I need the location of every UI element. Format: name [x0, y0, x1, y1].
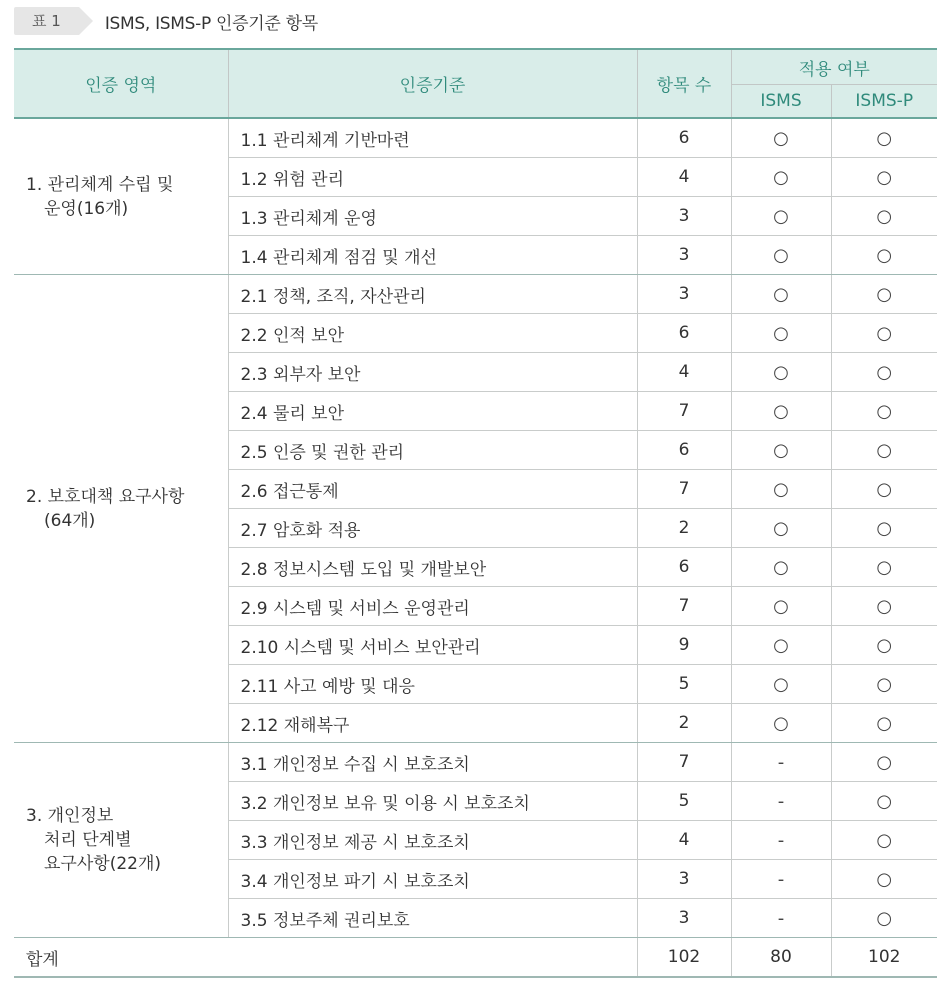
table-caption — [14, 6, 318, 36]
ismsp-cell: ○ — [831, 353, 937, 392]
isms-cell: - — [731, 782, 831, 821]
criteria-cell: 3.4 개인정보 파기 시 보호조치 — [228, 860, 637, 899]
table-number-badge: 표 1 — [14, 7, 79, 35]
header-criteria: 인증기준 — [228, 49, 637, 118]
count-cell: 6 — [637, 314, 731, 353]
isms-cell: ○ — [731, 704, 831, 743]
criteria-cell: 2.12 재해복구 — [228, 704, 637, 743]
area-line: 운영(16개) — [44, 198, 129, 219]
count-cell: 6 — [637, 431, 731, 470]
ismsp-cell: ○ — [831, 626, 937, 665]
ismsp-cell: ○ — [831, 743, 937, 782]
area-line: 1. 관리체계 수립 및 — [26, 174, 174, 195]
ismsp-cell: ○ — [831, 782, 937, 821]
isms-cell: ○ — [731, 509, 831, 548]
total-isms: 80 — [731, 938, 831, 978]
isms-cell: ○ — [731, 158, 831, 197]
criteria-cell: 1.2 위험 관리 — [228, 158, 637, 197]
ismsp-cell: ○ — [831, 704, 937, 743]
isms-cell: ○ — [731, 431, 831, 470]
criteria-cell: 2.11 사고 예방 및 대응 — [228, 665, 637, 704]
area-cell — [14, 118, 228, 275]
count-cell: 6 — [637, 548, 731, 587]
total-row — [14, 938, 937, 978]
ismsp-cell: ○ — [831, 509, 937, 548]
isms-cell: ○ — [731, 118, 831, 158]
count-cell: 7 — [637, 470, 731, 509]
count-cell: 5 — [637, 665, 731, 704]
ismsp-cell: ○ — [831, 158, 937, 197]
criteria-cell: 1.1 관리체계 기반마련 — [228, 118, 637, 158]
ismsp-cell: ○ — [831, 275, 937, 314]
isms-cell: ○ — [731, 587, 831, 626]
ismsp-cell: ○ — [831, 587, 937, 626]
area-line: (64개) — [44, 510, 96, 531]
count-cell: 2 — [637, 509, 731, 548]
ismsp-cell: ○ — [831, 314, 937, 353]
criteria-cell: 2.9 시스템 및 서비스 운영관리 — [228, 587, 637, 626]
count-cell: 5 — [637, 782, 731, 821]
count-cell: 3 — [637, 197, 731, 236]
criteria-cell: 2.2 인적 보안 — [228, 314, 637, 353]
criteria-cell: 2.1 정책, 조직, 자산관리 — [228, 275, 637, 314]
count-cell: 2 — [637, 704, 731, 743]
count-cell: 3 — [637, 860, 731, 899]
header-ismsp: ISMS-P — [831, 85, 937, 119]
ismsp-cell: ○ — [831, 118, 937, 158]
count-cell: 7 — [637, 587, 731, 626]
count-cell: 7 — [637, 392, 731, 431]
area-line: 3. 개인정보 — [26, 806, 114, 826]
criteria-cell: 1.3 관리체계 운영 — [228, 197, 637, 236]
ismsp-cell: ○ — [831, 236, 937, 275]
isms-cell: ○ — [731, 314, 831, 353]
count-cell: 3 — [637, 899, 731, 938]
total-count: 102 — [637, 938, 731, 978]
area-line: 2. 보호대책 요구사항 — [26, 486, 185, 507]
ismsp-cell: ○ — [831, 392, 937, 431]
count-cell: 3 — [637, 236, 731, 275]
count-cell: 4 — [637, 353, 731, 392]
isms-cell: - — [731, 860, 831, 899]
isms-cell: ○ — [731, 392, 831, 431]
isms-cell: ○ — [731, 353, 831, 392]
certification-criteria-table — [14, 48, 937, 978]
ismsp-cell: ○ — [831, 548, 937, 587]
area-cell — [14, 275, 228, 743]
ismsp-cell: ○ — [831, 860, 937, 899]
total-label: 합계 — [14, 938, 637, 978]
table-row — [14, 275, 937, 314]
table-row — [14, 743, 937, 782]
total-ismsp: 102 — [831, 938, 937, 978]
header-count: 항목 수 — [637, 49, 731, 118]
header-isms: ISMS — [731, 85, 831, 119]
isms-cell: ○ — [731, 275, 831, 314]
count-cell: 7 — [637, 743, 731, 782]
area-line: 요구사항(22개) — [44, 854, 162, 874]
count-cell: 4 — [637, 158, 731, 197]
criteria-cell: 2.8 정보시스템 도입 및 개발보안 — [228, 548, 637, 587]
count-cell: 4 — [637, 821, 731, 860]
header-apply: 적용 여부 — [731, 49, 937, 85]
criteria-cell: 2.6 접근통제 — [228, 470, 637, 509]
ismsp-cell: ○ — [831, 197, 937, 236]
table-body — [14, 118, 937, 977]
isms-cell: ○ — [731, 470, 831, 509]
header-area: 인증 영역 — [14, 49, 228, 118]
isms-cell: ○ — [731, 665, 831, 704]
count-cell: 3 — [637, 275, 731, 314]
isms-cell: ○ — [731, 626, 831, 665]
criteria-cell: 3.5 정보주체 권리보호 — [228, 899, 637, 938]
ismsp-cell: ○ — [831, 470, 937, 509]
ismsp-cell: ○ — [831, 899, 937, 938]
ismsp-cell: ○ — [831, 821, 937, 860]
criteria-cell: 2.7 암호화 적용 — [228, 509, 637, 548]
area-cell — [14, 743, 228, 938]
ismsp-cell: ○ — [831, 665, 937, 704]
criteria-cell: 3.2 개인정보 보유 및 이용 시 보호조치 — [228, 782, 637, 821]
criteria-cell: 2.10 시스템 및 서비스 보안관리 — [228, 626, 637, 665]
criteria-cell: 2.5 인증 및 권한 관리 — [228, 431, 637, 470]
area-line: 처리 단계별 — [44, 830, 132, 850]
isms-cell: ○ — [731, 236, 831, 275]
isms-cell: ○ — [731, 548, 831, 587]
criteria-cell: 2.3 외부자 보안 — [228, 353, 637, 392]
criteria-cell: 2.4 물리 보안 — [228, 392, 637, 431]
count-cell: 6 — [637, 118, 731, 158]
isms-cell: - — [731, 899, 831, 938]
criteria-cell: 3.1 개인정보 수집 시 보호조치 — [228, 743, 637, 782]
table-title: ISMS, ISMS-P 인증기준 항목 — [104, 13, 318, 34]
criteria-cell: 3.3 개인정보 제공 시 보호조치 — [228, 821, 637, 860]
table-row — [14, 118, 937, 158]
criteria-cell: 1.4 관리체계 점검 및 개선 — [228, 236, 637, 275]
isms-cell: - — [731, 821, 831, 860]
isms-cell: - — [731, 743, 831, 782]
count-cell: 9 — [637, 626, 731, 665]
isms-cell: ○ — [731, 197, 831, 236]
ismsp-cell: ○ — [831, 431, 937, 470]
